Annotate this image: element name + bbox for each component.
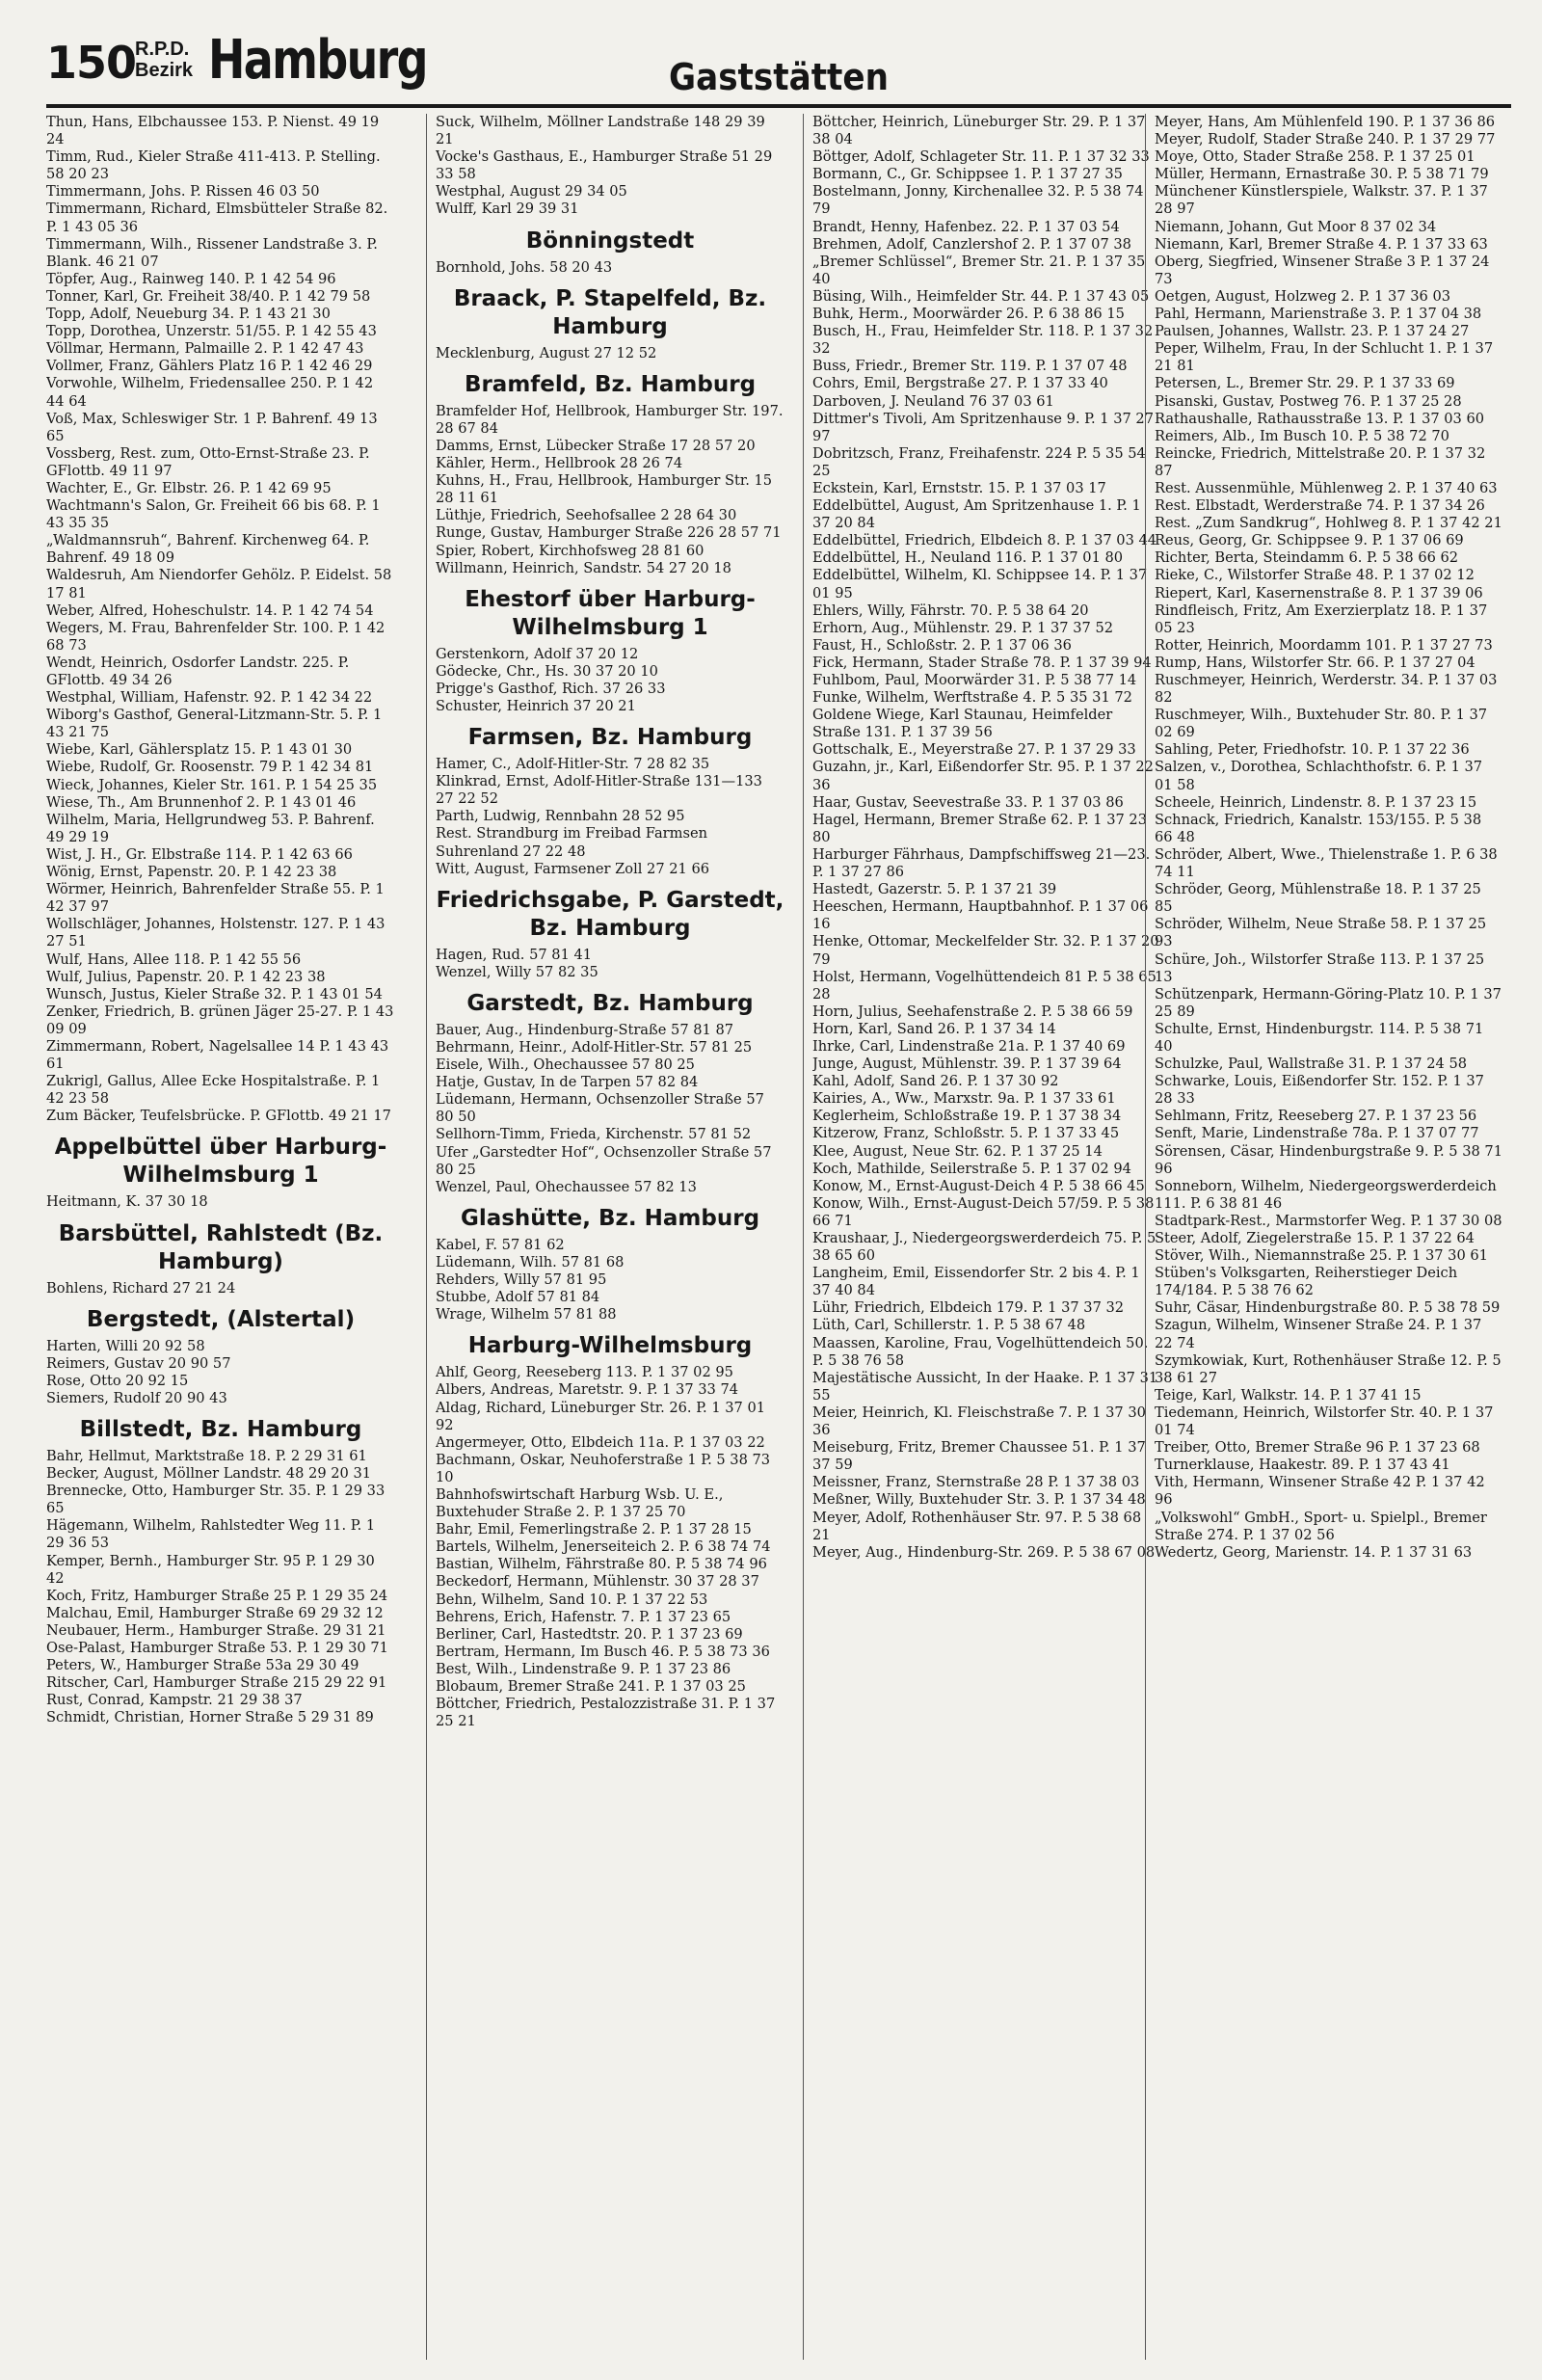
listing-entry: Thun, Hans, Elbchaussee 153. P. Nienst. 49 19 24 — [46, 114, 380, 148]
listing-entry: Wönig, Ernst, Papenstr. 20. P. 1 42 23 38 — [46, 864, 337, 881]
listing-entry: Hamer, C., Adolf-Hitler-Str. 7 28 82 35 — [436, 756, 710, 773]
listing-entry: Ose-Palast, Hamburger Straße 53. P. 1 29 30 71 — [46, 1640, 388, 1657]
listing-entry: Runge, Gustav, Hamburger Straße 226 28 57 71 — [436, 524, 782, 542]
listing-entry: Wiese, Th., Am Brunnenhof 2. P. 1 43 01 46 — [46, 793, 357, 811]
listing-entry: Sehlmann, Fritz, Reeseberg 27. P. 1 37 23 56 — [1155, 1108, 1477, 1125]
listing-entry: Harburger Fährhaus, Dampfschiffsweg 21—23. P. 1 37 27 86 — [812, 845, 1151, 881]
listing-entry: „Waldmannsruh“, Bahrenf. Kirchenweg 64. P. Bahrenf. 49 18 09 — [46, 532, 370, 567]
listing-entry: Timm, Rud., Kieler Straße 411-413. P. Stelling. 58 20 23 — [46, 148, 381, 183]
listing-entry: Vollmer, Franz, Gählers Platz 16 P. 1 42 46 29 — [46, 358, 373, 375]
listing-entry: Moye, Otto, Stader Straße 258. P. 1 37 25 01 — [1155, 148, 1476, 166]
listing-entry: Hägemann, Wilhelm, Rahlstedter Weg 11. P. 1 29 36 53 — [46, 1517, 376, 1552]
listing-entry: Rest. Strandburg im Freibad Farmsen Suhrenland 27 22 48 — [436, 825, 707, 860]
listing-entry: Eddelbüttel, Friedrich, Elbdeich 8. P. 1 37 03 44 — [812, 532, 1157, 549]
listing-entry: Schmidt, Christian, Horner Straße 5 29 31 89 — [46, 1709, 374, 1726]
listing-entry: Timmermann, Wilh., Rissener Landstraße 3. P. Blank. 46 21 07 — [46, 235, 378, 270]
locality-heading: Bergstedt, (Alstertal) — [86, 1306, 356, 1332]
listing-entry: Konow, Wilh., Ernst-August-Deich 57/59. P. 5 38 66 71 — [812, 1194, 1155, 1229]
listing-entry: Waldesruh, Am Niendorfer Gehölz. P. Eidelst. 58 17 81 — [46, 567, 392, 602]
listing-entry: Wist, J. H., Gr. Elbstraße 114. P. 1 42 63 66 — [46, 845, 353, 863]
listing-entry: Rose, Otto 20 92 15 — [46, 1372, 189, 1389]
listing-entry: Böttger, Adolf, Schlageter Str. 11. P. 1 37 32 33 — [812, 148, 1150, 166]
listing-entry: Behn, Wilhelm, Sand 10. P. 1 37 22 53 — [436, 1591, 708, 1608]
listing-entry: Siemers, Rudolf 20 90 43 — [46, 1389, 227, 1406]
listing-entry: Topp, Adolf, Neueburg 34. P. 1 43 21 30 — [46, 306, 331, 323]
column-divider — [803, 114, 804, 2360]
listing-entry: Lühr, Friedrich, Elbdeich 179. P. 1 37 37 32 — [812, 1299, 1125, 1317]
listing-entry: Angermeyer, Otto, Elbdeich 11a. P. 1 37 03 22 — [436, 1433, 765, 1451]
listing-entry: Eddelbüttel, Wilhelm, Kl. Schippsee 14. P. 1 37 01 95 — [812, 567, 1148, 602]
listing-entry: Turnerklause, Haakestr. 89. P. 1 37 43 41 — [1155, 1457, 1450, 1474]
listing-entry: Timmermann, Johs. P. Rissen 46 03 50 — [46, 183, 320, 201]
listing-entry: Goldene Wiege, Karl Staunau, Heimfelder Straße 131. P. 1 37 39 56 — [812, 707, 1113, 741]
listing-entry: Eckstein, Karl, Ernststr. 15. P. 1 37 03 17 — [812, 479, 1106, 496]
listing-entry: Niemann, Johann, Gut Moor 8 37 02 34 — [1155, 218, 1437, 235]
listing-entry: Richter, Berta, Steindamm 6. P. 5 38 66 62 — [1155, 549, 1459, 567]
listing-entry: Stubbe, Adolf 57 81 84 — [436, 1289, 600, 1306]
listing-entry: Cohrs, Emil, Bergstraße 27. P. 1 37 33 40 — [812, 375, 1108, 392]
listing-entry: Sörensen, Cäsar, Hindenburgstraße 9. P. 5 38 71 96 — [1155, 1142, 1502, 1177]
listing-entry: Eddelbüttel, August, Am Spritzenhause 1. P. 1 37 20 84 — [812, 497, 1141, 532]
listing-entry: Eddelbüttel, H., Neuland 116. P. 1 37 01 80 — [812, 549, 1124, 567]
listing-entry: Witt, August, Farmsener Zoll 27 21 66 — [436, 860, 710, 877]
listing-entry: Ritscher, Carl, Hamburger Straße 215 29 22 91 — [46, 1674, 387, 1692]
listing-entry: Eisele, Wilh., Ohechaussee 57 80 25 — [436, 1056, 695, 1074]
listing-entry: Albers, Andreas, Maretstr. 9. P. 1 37 33 74 — [436, 1381, 739, 1399]
listing-entry: Tonner, Karl, Gr. Freiheit 38/40. P. 1 42 79 58 — [46, 287, 371, 305]
listing-entry: Wendt, Heinrich, Osdorfer Landstr. 225. P. GFlottb. 49 34 26 — [46, 654, 350, 688]
listing-entry: Timmermann, Richard, Elmsbütteler Straße 82. P. 1 43 05 36 — [46, 201, 388, 235]
listing-entry: Behrmann, Heinr., Adolf-Hitler-Str. 57 81 25 — [436, 1039, 753, 1056]
listing-entry: Brennecke, Otto, Hamburger Str. 35. P. 1 29 33 65 — [46, 1483, 386, 1517]
listing-entry: Schnack, Friedrich, Kanalstr. 153/155. P. 5 38 66 48 — [1155, 811, 1482, 845]
listing-entry: Wunsch, Justus, Kieler Straße 32. P. 1 43 01 54 — [46, 985, 383, 1003]
listing-entry: Faust, H., Schloßstr. 2. P. 1 37 06 36 — [812, 636, 1072, 654]
listing-entry: Wulf, Hans, Allee 118. P. 1 42 55 56 — [46, 950, 302, 968]
listing-entry: Wiebe, Rudolf, Gr. Roosenstr. 79 P. 1 42 34 81 — [46, 759, 374, 776]
listing-entry: Darboven, J. Neuland 76 37 03 61 — [812, 392, 1054, 410]
listing-entry: Bachmann, Oskar, Neuhoferstraße 1 P. 5 38 73 10 — [436, 1451, 771, 1485]
locality-heading: Billstedt, Bz. Hamburg — [79, 1417, 362, 1442]
listing-entry: Spier, Robert, Kirchhofsweg 28 81 60 — [436, 542, 705, 559]
listing-entry: Paulsen, Johannes, Wallstr. 23. P. 1 37 24 27 — [1155, 323, 1470, 340]
listing-entry: Behrens, Erich, Hafenstr. 7. P. 1 37 23 65 — [436, 1608, 731, 1625]
listing-entry: Bartels, Wilhelm, Jenerseiteich 2. P. 6 38 74 74 — [436, 1538, 771, 1556]
listing-entry: Reus, Georg, Gr. Schippsee 9. P. 1 37 06 69 — [1155, 532, 1464, 549]
column-4 — [1155, 114, 1503, 2360]
listing-entry: Parth, Ludwig, Rennbahn 28 52 95 — [436, 808, 685, 825]
listing-entry: Rump, Hans, Wilstorfer Str. 66. P. 1 37 27 04 — [1155, 654, 1476, 671]
listing-entry: Busch, H., Frau, Heimfelder Str. 118. P. 1 37 32 32 — [812, 323, 1154, 358]
listing-entry: Böttcher, Friedrich, Pestalozzistraße 31. P. 1 37 25 21 — [436, 1696, 776, 1730]
listing-entry: Töpfer, Aug., Rainweg 140. P. 1 42 54 96 — [46, 270, 336, 287]
locality-heading: Glashütte, Bz. Hamburg — [460, 1205, 760, 1231]
listing-entry: Reimers, Gustav 20 90 57 — [46, 1354, 231, 1372]
listing-entry: Reimers, Alb., Im Busch 10. P. 5 38 72 70 — [1155, 427, 1449, 444]
listing-entry: Peper, Wilhelm, Frau, In der Schlucht 1. P. 1 37 21 81 — [1155, 340, 1494, 375]
listing-entry: Best, Wilh., Lindenstraße 9. P. 1 37 23 86 — [436, 1660, 731, 1677]
listing-entry: Bahnhofswirtschaft Harburg Wsb. U. E., Buxtehuder Straße 2. P. 1 37 25 70 — [436, 1485, 724, 1521]
listing-entry: Kraushaar, J., Niedergeorgswerderdeich 75. P. 5 38 65 60 — [812, 1230, 1156, 1265]
listing-entry: Schröder, Albert, Wwe., Thielenstraße 1. P. 6 38 74 11 — [1155, 845, 1498, 881]
listing-entry: Lüdemann, Wilh. 57 81 68 — [436, 1253, 625, 1270]
listing-entry: Gottschalk, E., Meyerstraße 27. P. 1 37 29 33 — [812, 741, 1136, 759]
listing-entry: Wieck, Johannes, Kieler Str. 161. P. 1 54 25 35 — [46, 776, 378, 793]
listing-entry: Völlmar, Hermann, Palmaille 2. P. 1 42 47 43 — [46, 340, 364, 358]
listing-entry: Ruschmeyer, Heinrich, Werderstr. 34. P. 1 37 03 82 — [1155, 672, 1498, 707]
listing-entry: Szymkowiak, Kurt, Rothenhäuser Straße 12. P. 5 38 61 27 — [1155, 1351, 1502, 1386]
listing-entry: Wulff, Karl 29 39 31 — [436, 201, 579, 218]
listing-entry: Riepert, Karl, Kasernenstraße 8. P. 1 37 39 06 — [1155, 584, 1483, 602]
listing-entry: Meyer, Aug., Hindenburg-Str. 269. P. 5 38 67 08 — [812, 1543, 1156, 1561]
listing-entry: Rathaushalle, Rathausstraße 13. P. 1 37 03 60 — [1155, 410, 1485, 427]
listing-entry: Bahr, Emil, Femerlingstraße 2. P. 1 37 28 15 — [436, 1521, 752, 1538]
listing-entry: „Bremer Schlüssel“, Bremer Str. 21. P. 1 37 35 40 — [812, 253, 1146, 287]
listing-entry: Schüre, Joh., Wilstorfer Straße 113. P. 1 37 25 13 — [1155, 950, 1485, 985]
listing-entry: Rest. Aussenmühle, Mühlenweg 2. P. 1 37 40 63 — [1155, 479, 1498, 496]
listing-entry: Westphal, August 29 34 05 — [436, 183, 627, 201]
listing-entry: Stöver, Wilh., Niemannstraße 25. P. 1 37 30 61 — [1155, 1247, 1488, 1265]
listing-entry: Müller, Hermann, Ernastraße 30. P. 5 38 71 79 — [1155, 166, 1489, 183]
listing-entry: Ufer „Garstedter Hof“, Ochsenzoller Straße 57 80 25 — [436, 1143, 772, 1178]
listing-entry: Funke, Wilhelm, Werftstraße 4. P. 5 35 31 72 — [812, 689, 1132, 707]
listing-entry: Schützenpark, Hermann-Göring-Platz 10. P. 1 37 25 89 — [1155, 985, 1502, 1020]
listing-entry: Buhk, Herm., Moorwärder 26. P. 6 38 86 15 — [812, 306, 1125, 323]
listing-entry: Lüdemann, Hermann, Ochsenzoller Straße 57 80 50 — [436, 1091, 764, 1126]
listing-entry: Langheim, Emil, Eissendorfer Str. 2 bis 4. P. 1 37 40 84 — [812, 1265, 1140, 1299]
listing-entry: Meiseburg, Fritz, Bremer Chaussee 51. P. 1 37 37 59 — [812, 1439, 1146, 1474]
listing-entry: Pahl, Hermann, Marienstraße 3. P. 1 37 04 38 — [1155, 306, 1482, 323]
listing-entry: Vossberg, Rest. zum, Otto-Ernst-Straße 23. P. GFlottb. 49 11 97 — [46, 444, 370, 479]
column-divider — [1145, 114, 1146, 2360]
listing-entry: Meyer, Hans, Am Mühlenfeld 190. P. 1 37 36 86 — [1155, 114, 1496, 130]
listing-entry: Rotter, Heinrich, Moordamm 101. P. 1 37 27 73 — [1155, 636, 1493, 654]
listing-entry: Kabel, F. 57 81 62 — [436, 1236, 565, 1253]
listing-entry: Dittmer's Tivoli, Am Spritzenhause 9. P. 1 37 27 97 — [812, 410, 1154, 444]
listing-entry: Junge, August, Mühlenstr. 39. P. 1 37 39 64 — [812, 1056, 1122, 1073]
listing-entry: Senft, Marie, Lindenstraße 78a. P. 1 37 07 77 — [1155, 1125, 1479, 1142]
listing-entry: Horn, Karl, Sand 26. P. 1 37 34 14 — [812, 1020, 1056, 1037]
listing-entry: Treiber, Otto, Bremer Straße 96 P. 1 37 23 68 — [1155, 1439, 1480, 1457]
listing-entry: Wedertz, Georg, Marienstr. 14. P. 1 37 31 63 — [1155, 1543, 1473, 1561]
listing-entry: Bertram, Hermann, Im Busch 46. P. 5 38 73 36 — [436, 1643, 770, 1660]
listing-entry: Steer, Adolf, Ziegelerstraße 15. P. 1 37 22 64 — [1155, 1230, 1475, 1246]
listing-entry: Vorwohle, Wilhelm, Friedensallee 250. P. 1 42 44 64 — [46, 375, 374, 410]
listing-entry: Henke, Ottomar, Meckelfelder Str. 32. P. 1 37 20 79 — [812, 933, 1159, 968]
listing-entry: Schröder, Wilhelm, Neue Straße 58. P. 1 37 25 93 — [1155, 916, 1487, 950]
listing-entry: Meßner, Willy, Buxtehuder Str. 3. P. 1 37 34 48 — [812, 1491, 1146, 1509]
locality-heading: Farmsen, Bz. Hamburg — [467, 725, 753, 751]
listing-entry: Meier, Heinrich, Kl. Fleischstraße 7. P. 1 37 30 36 — [812, 1404, 1146, 1439]
listing-entry: Stadtpark-Rest., Marmstorfer Weg. P. 1 37 30 08 — [1155, 1212, 1502, 1229]
locality-heading: Appelbüttel über Harburg-Wilhelmsburg 1 — [54, 1135, 387, 1189]
page-header — [46, 27, 1511, 108]
locality-heading: Harburg-Wilhelmsburg — [467, 1333, 753, 1359]
listing-entry: Suhr, Cäsar, Hindenburgstraße 80. P. 5 38 78 59 — [1155, 1299, 1501, 1317]
listing-entry: Rehders, Willy 57 81 95 — [436, 1271, 607, 1289]
listing-entry: Wenzel, Willy 57 82 35 — [436, 963, 598, 980]
column-divider — [426, 114, 427, 2360]
listing-entry: Niemann, Karl, Bremer Straße 4. P. 1 37 33 63 — [1155, 235, 1488, 253]
listing-entry: Schulte, Ernst, Hindenburgstr. 114. P. 5 38 71 40 — [1155, 1020, 1484, 1055]
listing-entry: Petersen, L., Bremer Str. 29. P. 1 37 33 69 — [1155, 375, 1455, 392]
listing-entry: Kairies, A., Ww., Marxstr. 9a. P. 1 37 33 61 — [812, 1090, 1116, 1108]
section-title: Gaststätten — [669, 56, 889, 98]
listing-entry: Ruschmeyer, Wilh., Buxtehuder Str. 80. P. 1 37 02 69 — [1155, 707, 1488, 741]
listing-entry: Böttcher, Heinrich, Lüneburger Str. 29. P. 1 37 38 04 — [812, 114, 1146, 148]
column-1 — [46, 114, 395, 2360]
listing-entry: Klinkrad, Ernst, Adolf-Hitler-Straße 131—133 27 22 52 — [436, 773, 762, 808]
listing-entry: Aldag, Richard, Lüneburger Str. 26. P. 1 37 01 92 — [436, 1399, 766, 1433]
listing-entry: Münchener Künstlerspiele, Walkstr. 37. P. 1 37 28 97 — [1155, 183, 1488, 218]
column-3 — [812, 114, 1161, 2360]
listing-entry: Horn, Julius, Seehafenstraße 2. P. 5 38 66 59 — [812, 1003, 1133, 1020]
listing-entry: Wegers, M. Frau, Bahrenfelder Str. 100. P. 1 42 68 73 — [46, 619, 386, 654]
listing-entry: Kähler, Herm., Hellbrook 28 26 74 — [436, 455, 683, 472]
listing-entry: Ihrke, Carl, Lindenstraße 21a. P. 1 37 40 69 — [812, 1037, 1126, 1055]
listing-entry: Kuhns, H., Frau, Hellbrook, Hamburger Str. 15 28 11 61 — [436, 472, 773, 507]
locality-heading: Friedrichsgabe, P. Garstedt, Bz. Hamburg — [436, 887, 784, 941]
listing-entry: Guzahn, jr., Karl, Eißendorfer Str. 95. P. 1 37 22 36 — [812, 759, 1154, 793]
locality-heading: Ehestorf über Harburg-Wilhelmsburg 1 — [465, 586, 756, 640]
listing-entry: Klee, August, Neue Str. 62. P. 1 37 25 14 — [812, 1142, 1103, 1160]
listing-entry: Wiebe, Karl, Gählersplatz 15. P. 1 43 01 30 — [46, 741, 353, 759]
listing-entry: Fick, Hermann, Stader Straße 78. P. 1 37 39 94 — [812, 654, 1152, 671]
listing-entry: Gerstenkorn, Adolf 37 20 12 — [436, 645, 639, 662]
locality-heading: Garstedt, Bz. Hamburg — [466, 990, 754, 1016]
listing-entry: Voß, Max, Schleswiger Str. 1 P. Bahrenf. 49 13 65 — [46, 410, 378, 444]
listing-entry: Blobaum, Bremer Straße 241. P. 1 37 03 25 — [436, 1678, 746, 1695]
listing-entry: Bormann, C., Gr. Schippsee 1. P. 1 37 27 35 — [812, 166, 1123, 183]
listing-entry: Sahling, Peter, Friedhofstr. 10. P. 1 37 22 36 — [1155, 741, 1470, 759]
listing-entry: Wenzel, Paul, Ohechaussee 57 82 13 — [436, 1178, 697, 1195]
listing-entry: Lüth, Carl, Schillerstr. 1. P. 5 38 67 48 — [812, 1317, 1086, 1334]
listing-entry: Hagel, Hermann, Bremer Straße 62. P. 1 37 23 80 — [812, 811, 1147, 845]
listing-entry: Buss, Friedr., Bremer Str. 119. P. 1 37 07 48 — [812, 358, 1128, 375]
listing-entry: Meissner, Franz, Sternstraße 28 P. 1 37 38 03 — [812, 1474, 1140, 1491]
listing-entry: Maassen, Karoline, Frau, Vogelhüttendeich 50. P. 5 38 76 58 — [812, 1334, 1149, 1369]
listing-entry: Sellhorn-Timm, Frieda, Kirchenstr. 57 81 52 — [436, 1126, 752, 1143]
listing-entry: Dobritzsch, Franz, Freihafenstr. 224 P. 5 35 54 25 — [812, 444, 1146, 479]
listing-entry: Bornhold, Johs. 58 20 43 — [436, 258, 613, 276]
listing-entry: Westphal, William, Hafenstr. 92. P. 1 42 34 22 — [46, 689, 373, 707]
listing-entry: Pisanski, Gustav, Postweg 76. P. 1 37 25 28 — [1155, 392, 1462, 410]
listing-entry: Gödecke, Chr., Hs. 30 37 20 10 — [436, 662, 658, 680]
listing-entry: Bauer, Aug., Hindenburg-Straße 57 81 87 — [436, 1021, 734, 1038]
locality-heading: Barsbüttel, Rahlstedt (Bz. Hamburg) — [58, 1220, 384, 1274]
listing-entry: Haar, Gustav, Seevestraße 33. P. 1 37 03 86 — [812, 793, 1124, 811]
listing-entry: Heitmann, K. 37 30 18 — [46, 1193, 208, 1211]
listing-entry: Oberg, Siegfried, Winsener Straße 3 P. 1 37 24 73 — [1155, 253, 1490, 287]
listing-entry: Rust, Conrad, Kampstr. 21 29 38 37 — [46, 1692, 303, 1709]
listing-entry: Reincke, Friedrich, Mittelstraße 20. P. 1 37 32 87 — [1155, 444, 1486, 479]
listing-entry: Brehmen, Adolf, Canzlershof 2. P. 1 37 07 38 — [812, 235, 1131, 253]
listing-entry: Topp, Dorothea, Unzerstr. 51/55. P. 1 42 55 43 — [46, 323, 377, 340]
listing-entry: Meyer, Rudolf, Stader Straße 240. P. 1 37 29 77 — [1155, 131, 1496, 148]
listing-entry: Szagun, Wilhelm, Winsener Straße 24. P. 1 37 22 74 — [1155, 1317, 1482, 1351]
listing-entry: Wiborg's Gasthof, General-Litzmann-Str. 5. P. 1 43 21 75 — [46, 707, 383, 741]
listing-entry: Wollschläger, Johannes, Holstenstr. 127. P. 1 43 27 51 — [46, 916, 386, 950]
listing-entry: Schulzke, Paul, Wallstraße 31. P. 1 37 24 58 — [1155, 1056, 1468, 1073]
listing-entry: Schröder, Georg, Mühlenstraße 18. P. 1 37 25 85 — [1155, 881, 1481, 916]
listing-entry: Meyer, Adolf, Rothenhäuser Str. 97. P. 5 38 68 21 — [812, 1509, 1142, 1543]
listing-entry: Stüben's Volksgarten, Reiherstieger Deich 174/184. P. 5 38 76 62 — [1155, 1265, 1458, 1299]
column-2 — [436, 114, 784, 2360]
listing-entry: Zenker, Friedrich, B. grünen Jäger 25-27. P. 1 43 09 09 — [46, 1003, 394, 1037]
listing-entry: Willmann, Heinrich, Sandstr. 54 27 20 18 — [436, 559, 731, 576]
listing-entry: Wörmer, Heinrich, Bahrenfelder Straße 55. P. 1 42 37 97 — [46, 881, 385, 916]
listing-entry: Hastedt, Gazerstr. 5. P. 1 37 21 39 — [812, 881, 1057, 898]
listing-entry: Beckedorf, Hermann, Mühlenstr. 30 37 28 37 — [436, 1573, 759, 1591]
listing-entry: Oetgen, August, Holzweg 2. P. 1 37 36 03 — [1155, 287, 1451, 305]
listing-entry: Wrage, Wilhelm 57 81 88 — [436, 1306, 617, 1324]
listing-entry: Konow, M., Ernst-August-Deich 4 P. 5 38 66 45 — [812, 1177, 1145, 1194]
listing-entry: Wachter, E., Gr. Elbstr. 26. P. 1 42 69 95 — [46, 479, 332, 496]
listing-entry: Holst, Hermann, Vogelhüttendeich 81 P. 5 38 65 28 — [812, 968, 1156, 1003]
listing-entry: Fuhlbom, Paul, Moorwärder 31. P. 5 38 77 14 — [812, 672, 1137, 688]
listing-entry: Malchau, Emil, Hamburger Straße 69 29 32 12 — [46, 1604, 384, 1621]
listing-entry: Tiedemann, Heinrich, Wilstorfer Str. 40. P. 1 37 01 74 — [1155, 1404, 1494, 1439]
listing-entry: Weber, Alfred, Hoheschulstr. 14. P. 1 42 74 54 — [46, 602, 374, 619]
header-rule — [46, 104, 1511, 108]
listing-entry: Neubauer, Herm., Hamburger Straße. 29 31 21 — [46, 1621, 386, 1639]
district-label-line1: R.P.D. — [135, 39, 190, 60]
city-title: Hamburg — [208, 29, 427, 92]
listing-entry: Zimmermann, Robert, Nagelsallee 14 P. 1 43 43 61 — [46, 1037, 389, 1073]
listing-entry: Brandt, Henny, Hafenbez. 22. P. 1 37 03 54 — [812, 218, 1120, 235]
locality-heading: Braack, P. Stapelfeld, Bz. Hamburg — [453, 285, 767, 339]
listing-entry: Ahlf, Georg, Reeseberg 113. P. 1 37 02 95 — [436, 1364, 733, 1381]
listing-entry: Bostelmann, Jonny, Kirchenallee 32. P. 5 38 74 79 — [812, 183, 1144, 218]
listing-entry: Bastian, Wilhelm, Fährstraße 80. P. 5 38 74 96 — [436, 1556, 767, 1573]
listing-entry: Harten, Willi 20 92 58 — [46, 1337, 205, 1354]
listing-entry: Erhorn, Aug., Mühlenstr. 29. P. 1 37 37 52 — [812, 619, 1114, 636]
listing-entry: Rest. Elbstadt, Werderstraße 74. P. 1 37 34 26 — [1155, 497, 1485, 515]
listing-entry: Koch, Fritz, Hamburger Straße 25 P. 1 29 35 24 — [46, 1587, 388, 1604]
listing-entry: Rest. „Zum Sandkrug“, Hohlweg 8. P. 1 37 42 21 — [1155, 515, 1502, 532]
listing-entry: Vith, Hermann, Winsener Straße 42 P. 1 37 42 96 — [1155, 1474, 1485, 1509]
listing-entry: Wulf, Julius, Papenstr. 20. P. 1 42 23 38 — [46, 968, 326, 985]
listing-entry: Majestätische Aussicht, In der Haake. P. 1 37 31 55 — [812, 1369, 1158, 1404]
listing-entry: Kitzerow, Franz, Schloßstr. 5. P. 1 37 33 45 — [812, 1125, 1120, 1142]
listing-entry: Zum Bäcker, Teufelsbrücke. P. GFlottb. 49 21 17 — [46, 1108, 391, 1125]
listing-entry: Schwarke, Louis, Eißendorfer Str. 152. P. 1 37 28 33 — [1155, 1073, 1484, 1108]
listing-entry: Prigge's Gasthof, Rich. 37 26 33 — [436, 680, 666, 697]
listing-entry: Lüthje, Friedrich, Seehofsallee 2 28 64 30 — [436, 507, 737, 524]
listing-entry: Vocke's Gasthaus, E., Hamburger Straße 51 29 33 58 — [436, 148, 773, 183]
listing-entry: Scheele, Heinrich, Lindenstr. 8. P. 1 37 23 15 — [1155, 793, 1477, 811]
listing-entry: Becker, August, Möllner Landstr. 48 29 20 31 — [46, 1465, 372, 1483]
listing-entry: Suck, Wilhelm, Möllner Landstraße 148 29 39 21 — [436, 114, 765, 148]
listing-entry: Rindfleisch, Fritz, Am Exerzierplatz 18. P. 1 37 05 23 — [1155, 602, 1488, 636]
listing-entry: Bramfelder Hof, Hellbrook, Hamburger Str. 197. 28 67 84 — [436, 402, 784, 437]
listing-entry: Zukrigl, Gallus, Allee Ecke Hospitalstraße. P. 1 42 23 58 — [46, 1073, 381, 1108]
page-number: 150 — [46, 37, 137, 89]
listing-entry: Berliner, Carl, Hastedtstr. 20. P. 1 37 23 69 — [436, 1625, 743, 1643]
listing-entry: Bahr, Hellmut, Marktstraße 18. P. 2 29 31 61 — [46, 1448, 367, 1464]
listing-entry: Teige, Karl, Walkstr. 14. P. 1 37 41 15 — [1155, 1386, 1422, 1404]
listing-entry: Wilhelm, Maria, Hellgrundweg 53. P. Bahrenf. 49 29 19 — [46, 811, 375, 845]
listing-entry: Rieke, C., Wilstorfer Straße 48. P. 1 37 02 12 — [1155, 567, 1475, 584]
listing-entry: Bohlens, Richard 27 21 24 — [46, 1279, 236, 1297]
listing-entry: Koch, Mathilde, Seilerstraße 5. P. 1 37 02 94 — [812, 1160, 1131, 1177]
listing-entry: Hatje, Gustav, In de Tarpen 57 82 84 — [436, 1074, 699, 1091]
listing-entry: Wachtmann's Salon, Gr. Freiheit 66 bis 68. P. 1 43 35 35 — [46, 497, 381, 532]
listing-entry: Damms, Ernst, Lübecker Straße 17 28 57 20 — [436, 437, 756, 454]
listing-entry: Hagen, Rud. 57 81 41 — [436, 946, 593, 963]
listing-entry: „Volkswohl“ GmbH., Sport- u. Spielpl., Bremer Straße 274. P. 1 37 02 56 — [1155, 1509, 1487, 1543]
listing-entry: Büsing, Wilh., Heimfelder Str. 44. P. 1 37 43 05 — [812, 287, 1150, 305]
locality-heading: Bramfeld, Bz. Hamburg — [464, 371, 757, 397]
listing-entry: Keglerheim, Schloßstraße 19. P. 1 37 38 34 — [812, 1108, 1122, 1125]
listing-entry: Salzen, v., Dorothea, Schlachthofstr. 6. P. 1 37 01 58 — [1155, 759, 1483, 793]
listing-entry: Ehlers, Willy, Fährstr. 70. P. 5 38 64 20 — [812, 602, 1089, 619]
listing-entry: Schuster, Heinrich 37 20 21 — [436, 697, 636, 714]
district-label-line2: Bezirk — [135, 60, 194, 81]
listing-entry: Kemper, Bernh., Hamburger Str. 95 P. 1 29 30 42 — [46, 1552, 375, 1587]
listing-entry: Mecklenburg, August 27 12 52 — [436, 344, 657, 361]
listing-entry: Heeschen, Hermann, Hauptbahnhof. P. 1 37 06 16 — [812, 898, 1149, 933]
locality-heading: Bönningstedt — [525, 227, 695, 254]
listing-entry: Sonneborn, Wilhelm, Niedergeorgswerderdeich 111. P. 6 38 81 46 — [1155, 1177, 1497, 1212]
listing-entry: Peters, W., Hamburger Straße 53a 29 30 49 — [46, 1657, 359, 1674]
listing-entry: Kahl, Adolf, Sand 26. P. 1 37 30 92 — [812, 1073, 1059, 1090]
